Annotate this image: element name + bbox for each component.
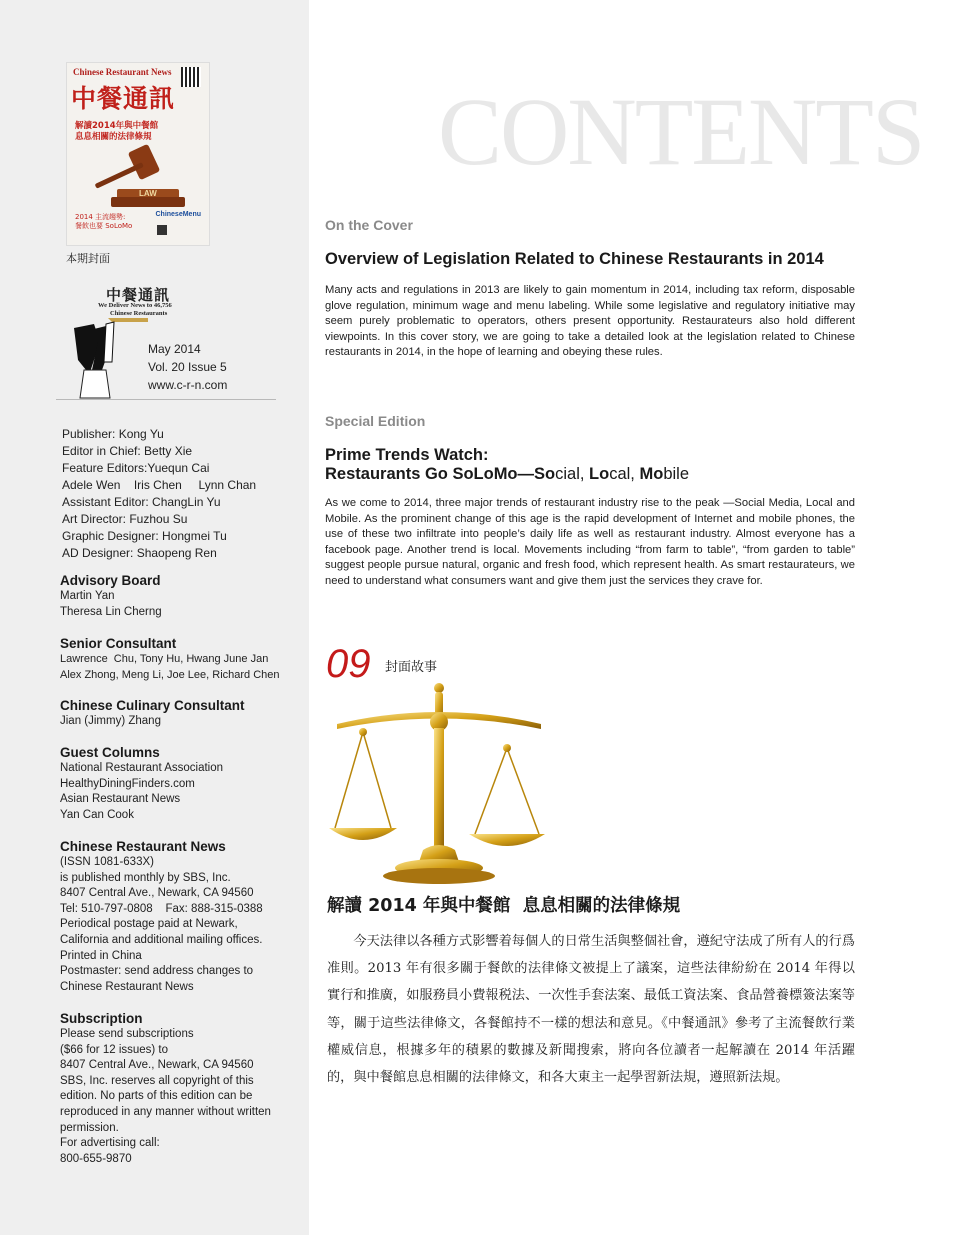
section-heading: Chinese Culinary Consultant: [60, 698, 245, 713]
website-link[interactable]: www.c-r-n.com: [148, 378, 228, 392]
section-line: 800-655-9870: [60, 1152, 132, 1165]
staff-line: Feature Editors:Yuequn Cai: [62, 461, 210, 475]
solomo-bold: Lo: [589, 465, 610, 483]
staff-list: [62, 426, 256, 562]
sidebar: [0, 0, 309, 1235]
section-heading: Subscription: [60, 1011, 143, 1026]
sidebar-divider: [56, 399, 276, 400]
section-line: permission.: [60, 1121, 119, 1134]
special-edition-label: Special Edition: [325, 413, 426, 429]
on-cover-title[interactable]: Overview of Legislation Related to Chinese Restaurants in 2014: [325, 250, 824, 268]
section-line: Martin Yan: [60, 590, 115, 602]
staff-line: Graphic Designer: Hongmei Tu: [62, 529, 227, 543]
culinary-consultant-section: [60, 698, 245, 730]
gavel-label: LAW: [139, 189, 157, 198]
section-line: 8407 Central Ave., Newark, CA 94560: [60, 1059, 254, 1072]
subscription-section: [60, 1011, 271, 1167]
section-line: National Restaurant Association: [60, 762, 224, 774]
qr-code-icon: [181, 67, 201, 87]
issue-volume: Vol. 20 Issue 5: [148, 360, 227, 374]
section-line: Yan Can Cook: [60, 808, 134, 821]
section-heading: Chinese Restaurant News: [60, 839, 226, 854]
masthead-tagline: We Deliver News to 46,756: [98, 302, 172, 309]
solomo-normal: cal,: [609, 465, 640, 483]
section-line: Jian (Jimmy) Zhang: [60, 715, 161, 727]
senior-consultant-section: [60, 636, 280, 683]
cover-caption: 本期封面: [66, 252, 110, 265]
cover-thumb-english-title: Chinese Restaurant News: [73, 67, 172, 77]
chinesemenu-logo: ChineseMenu: [155, 211, 201, 218]
cover-thumb-footer-line: 2014 主流趨勢:: [75, 213, 126, 221]
section-line: Printed in China: [60, 949, 142, 962]
publication-info-section: [60, 839, 263, 995]
section-line: Please send subscriptions: [60, 1028, 194, 1040]
masthead-logo-chinese: 中餐通訊: [106, 286, 171, 304]
cover-thumb-footer: [75, 213, 132, 231]
section-line: Asian Restaurant News: [60, 793, 181, 806]
gavel-icon: [87, 143, 191, 209]
section-line: reproduced in any manner without written: [60, 1105, 271, 1118]
guest-columns-section: [60, 745, 223, 823]
cover-thumb-headline-line: 解讀2014年與中餐館: [75, 121, 159, 131]
feature-body: 今天法律以各種方式影響着每個人的日常生活與整個社會，遵紀守法成了所有人的行爲准則。2013 年有很多關于餐飲的法律條文被提上了議案，這些法律紛紛在 2014 年得以實行和推廣，如服務員小費報税法、一次性手套法案、最低工資法案、食品營養標簽法案等等，關于這些法律條文，各餐館持不一樣的想法和意見。《中餐通訊》參考了主流餐飲行業權威信息，根據多年的積累的數據及新聞搜索，將向各位讀者一起解讀在 2014 年活躍的，與中餐館息息相關的法律條文，和各大東主一起學習新法規，遵照新法規。: [327, 934, 855, 1086]
feature-title[interactable]: 解讀 2014 年與中餐館 息息相關的法律條規: [327, 896, 681, 916]
scales-of-justice-icon: [327, 680, 551, 886]
special-edition-title[interactable]: [325, 446, 689, 484]
section-line: (ISSN 1081-633X): [60, 856, 154, 868]
special-title-line: [325, 465, 689, 484]
section-heading: Advisory Board: [60, 573, 161, 588]
staff-line: Art Director: Fuzhou Su: [62, 512, 188, 526]
section-line: Tel: 510-797-0808 Fax: 888-315-0388: [60, 902, 263, 915]
cover-thumb-headline-line: 息息相關的法律條規: [75, 132, 152, 142]
cover-thumbnail[interactable]: [66, 62, 210, 246]
section-line: edition. No parts of this edition can be: [60, 1090, 253, 1103]
section-line: SBS, Inc. reserves all copyright of this: [60, 1074, 254, 1087]
masthead-logo: [66, 282, 266, 398]
section-line: For advertising call:: [60, 1137, 160, 1150]
section-line: Chinese Restaurant News: [60, 980, 194, 993]
section-line: is published monthly by SBS, Inc.: [60, 871, 231, 884]
section-line: Alex Zhong, Meng Li, Joe Lee, Richard Chen: [60, 668, 280, 681]
staff-line: Editor in Chief: Betty Xie: [62, 444, 193, 458]
on-cover-summary: Many acts and regulations in 2013 are likely to gain momentum in 2014, including tax reform, disposable glove regulation, minimum wage and menu labeling. While some legislative and regulatory initiative may seem purely problematic to operators, others present opportunity. Restaurateurs also hold different viewpoints. In this cover story, we are going to take a detailed look at the legislation related to Chinese restaurants in 2014, in the hope of learning and obeying these rules.: [325, 284, 855, 359]
feature-page-number[interactable]: 09: [326, 642, 371, 686]
cover-thumb-footer-line: 餐飲也要 SoLoMo: [75, 222, 133, 230]
section-line: ($66 for 12 issues) to: [60, 1043, 169, 1056]
staff-line: Assistant Editor: ChangLin Yu: [62, 495, 221, 509]
solomo-normal: cial,: [555, 465, 590, 483]
solomo-normal: bile: [663, 465, 689, 483]
section-line: California and additional mailing offices.: [60, 933, 263, 946]
cover-thumb-chinese-title: 中餐通訊: [71, 84, 176, 113]
section-heading: Guest Columns: [60, 745, 160, 760]
feature-category: 封面故事: [385, 660, 438, 675]
section-line: Theresa Lin Cherng: [60, 605, 162, 618]
solomo-bold: Mo: [639, 465, 664, 483]
advisory-board-section: [60, 573, 162, 620]
contents-heading: CONTENTS: [438, 78, 924, 185]
special-title-line: Prime Trends Watch:: [325, 446, 489, 464]
issue-date: May 2014: [148, 342, 201, 356]
masthead-tagline: Chinese Restaurants: [110, 310, 168, 317]
staff-line: AD Designer: Shaopeng Ren: [62, 546, 217, 560]
section-line: Lawrence Chu, Tony Hu, Hwang June Jan: [60, 653, 269, 665]
section-line: Postmaster: send address changes to: [60, 965, 254, 978]
on-cover-label: On the Cover: [325, 217, 413, 233]
section-line: HealthyDiningFinders.com: [60, 777, 195, 790]
section-line: 8407 Central Ave., Newark, CA 94560: [60, 887, 254, 900]
special-edition-summary: As we come to 2014, three major trends of restaurant industry rise to the peak —Social Media, Local and Mobile. As the prominent change of this age is the rapid development of Internet and mobile phones, the use of these two infiltrate into people’s daily life as well as restaurant industry. Almost everyone has a facebook page. Another trend is local. Movements including “from farm to table”, “from garden to table” suggest people pursue natural, organic and fresh food, which represent health. As smart restaurateurs, we need to understand what consumers want and give them just the services they crave for.: [325, 497, 855, 587]
section-heading: Senior Consultant: [60, 636, 177, 651]
special-title-prefix: Restaurants Go SoLoMo—: [325, 465, 535, 483]
staff-line: Publisher: Kong Yu: [62, 427, 164, 441]
staff-line: Adele Wen Iris Chen Lynn Chan: [62, 478, 257, 492]
cover-thumb-headline: [75, 121, 158, 143]
solomo-bold: So: [534, 465, 556, 483]
issue-info: [148, 340, 227, 394]
section-line: Periodical postage paid at Newark,: [60, 918, 238, 931]
qr-code-icon: [157, 225, 167, 235]
waiter-hand-icon: [68, 312, 148, 400]
